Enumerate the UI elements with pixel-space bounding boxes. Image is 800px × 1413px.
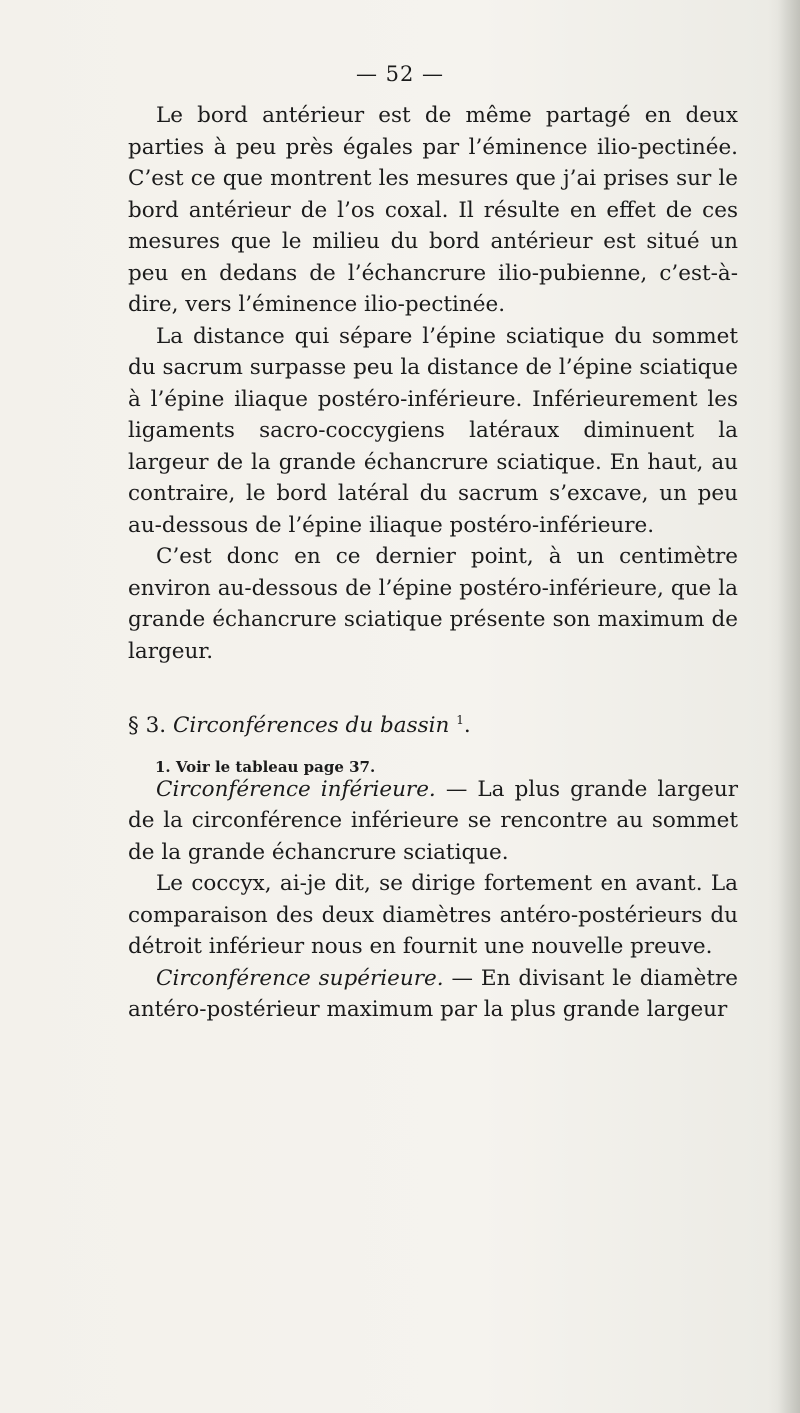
paragraph-3: C’est donc en ce dernier point, à un centimètre environ au-dessous de l’épine postéro-inférieure, que la grande échancrure sciatique présente son maximum de largeur. <box>128 544 738 664</box>
inferior-lead: Circonférence inférieure. <box>156 776 436 802</box>
superior-lead: Circonférence supérieure. <box>156 965 444 991</box>
paragraph-4: Le coccyx, ai-je dit, se dirige fortement en avant. La comparaison des deux diamètres antéro-postérieurs du détroit inférieur nous en fournit une nouvelle preuve. <box>128 871 738 960</box>
paragraph-2: La distance qui sépare l’épine sciatique du sommet du sacrum surpasse peu la distance de l’épine sciatique à l’épine iliaque postéro-inférieure. Inférieurement les ligaments sacro-coccygiens latéraux diminuent la largeur de la grande échancrure sciatique. En haut, au contraire, le bord latéral du sacrum s’excave, un peu au-dessous de l’épine iliaque postéro-inférieure. <box>128 323 738 538</box>
page-edge-shadow <box>778 0 800 1413</box>
superior-text: — En divisant le diamètre antéro-postérieur maximum par la plus grande largeur <box>128 965 738 1023</box>
section-number: § 3. <box>128 713 167 739</box>
footnote-ref: 1 <box>456 713 464 727</box>
paragraph-1: Le bord antérieur est de même partagé en deux parties à peu près égales par l’éminence ilio-pectinée. C’est ce que montrent les mesures que j’ai prises sur le bord antérieur de l’os coxal. Il résulte en effet de ces mesures que le milieu du bord antérieur est situé un peu en dedans de l’échancrure ilio-pubienne, c’est-à-dire, vers l’éminence ilio-pectinée. <box>128 103 738 317</box>
body-text <box>128 100 738 1026</box>
page-number: — 52 — <box>355 62 445 86</box>
footnote: 1. Voir le tableau page 37. <box>155 758 376 776</box>
inferior-text: — La plus grande largeur de la circonférence inférieure se rencontre au sommet de la grande échancrure sciatique. <box>128 776 738 865</box>
section-heading: § 3. Circonférences du bassin $^1$. <box>128 713 471 739</box>
paragraph-superior <box>128 963 738 1026</box>
section-title: Circonférences du bassin <box>172 713 450 739</box>
paragraph-inferior <box>128 774 738 869</box>
